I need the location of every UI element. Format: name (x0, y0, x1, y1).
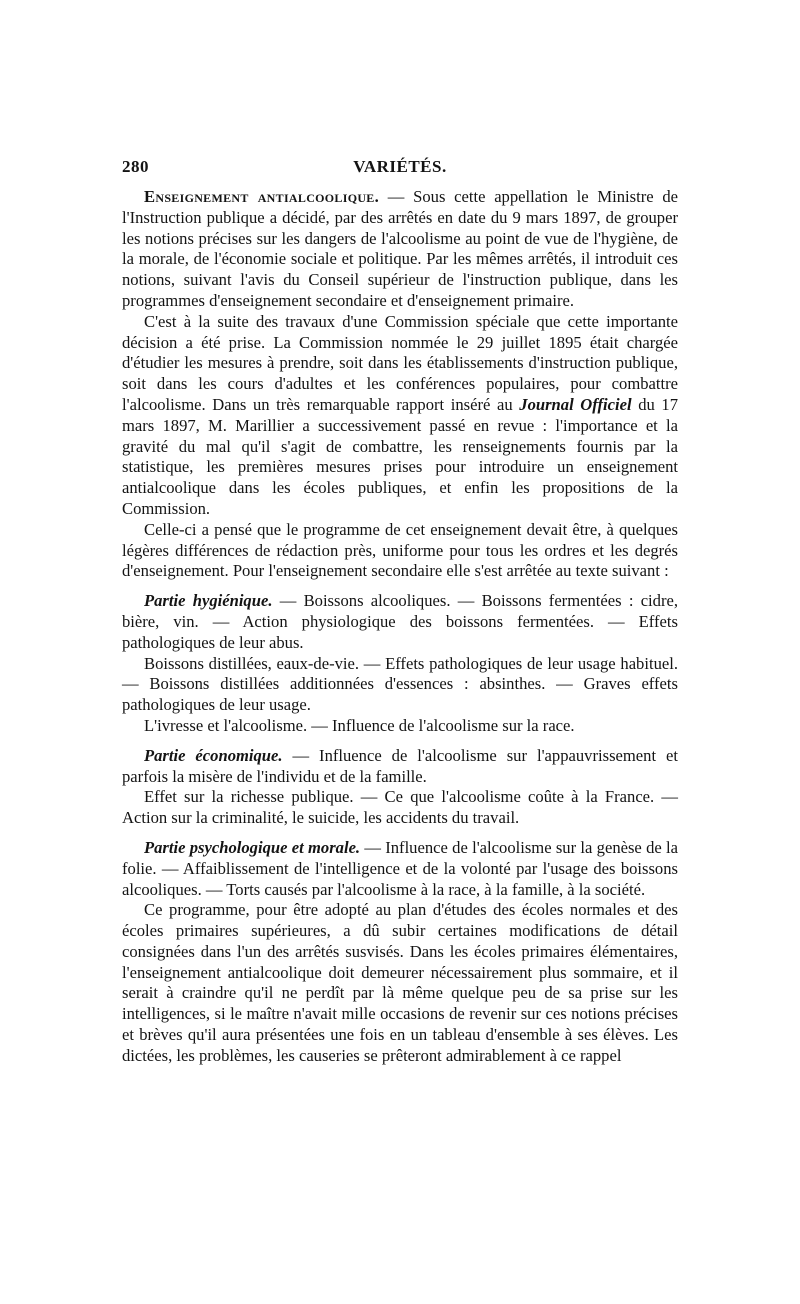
running-title: VARIÉTÉS. (353, 157, 447, 176)
section-heading: Partie économique. (144, 745, 283, 765)
section-heading: Partie psychologique et morale. (144, 837, 361, 857)
paragraph-programme-intro: Celle-ci a pensé que le programme de cet enseignement devait être, à quelques légères différences de rédaction près, uniforme pour tous les ordres et les degrés d'enseignement. Pour l'enseignement secondaire elle s'est arrêtée au texte suivant : (122, 519, 678, 581)
paragraph-text: C'est à la suite des travaux d'une Commission spéciale que cette importante décision a été prise. La Commission nommée le 29 juillet 1895 était chargée d'étudier les mesures à prendre, soit dans les établissements d'instruction publique, soit dans les cours d'adultes et les conférences populaires, pour combattre l'alcoolisme. Dans un très remarquable rapport inséré au (122, 311, 678, 414)
paragraph-commission (122, 312, 678, 520)
paragraph-text: du 17 mars 1897, M. Marillier a successivement passé en revue : l'importance et la gravité du mal qu'il s'agit de combattre, les renseignements fournis par la statistique, les premières mesures prises pour introduire un enseignement antialcoolique dans les écoles publiques, et enfin les propositions de la Commission. (122, 394, 678, 518)
paragraph-partie-psychologique (122, 838, 678, 900)
paragraph-richesse-publique: Effet sur la richesse publique. — Ce que l'alcoolisme coûte à la France. — Action sur la criminalité, le suicide, les accidents du travail. (122, 787, 678, 828)
paragraph-text: — Influence de l'alcoolisme sur l'appauvrissement et parfois la misère de l'individu et de la famille. (122, 745, 679, 786)
paragraph-text: — Sous cette appellation le Ministre de l'Instruction publique a décidé, par des arrêtés en date du 9 mars 1897, de grouper les notions précises sur les dangers de l'alcoolisme au point de vue de l'hygiène, de la morale, de l'économie sociale et politique. Par les mêmes arrêtés, il introduit ces notions, suivant l'avis du Conseil supérieur de l'instruction publique, dans les programmes d'enseignement secondaire et d'enseignement primaire. (122, 187, 678, 310)
body-text (122, 187, 678, 1067)
paragraph-enseignement (122, 187, 678, 312)
paragraph-ce-programme: Ce programme, pour être adopté au plan d'études des écoles normales et des écoles primaires supérieures, a dû subir certaines modifications de détail consignées dans l'un des arrêtés susvisés. Dans les écoles primaires élémentaires, l'enseignement antialcoolique doit demeurer nécessairement plus sommaire, et il serait à craindre qu'il ne perdît par là même quelque peu de sa prise sur les intelligences, si le maître n'avait mille occasions de revenir sur ces notions précises et brèves qu'il aura présentées une fois en un tableau d'ensemble à ses élèves. Les dictées, les problèmes, les causeries se prêteront admirablement à ce rappel (122, 900, 678, 1065)
paragraph-boissons-distillees: Boissons distillées, eaux-de-vie. — Effets pathologiques de leur usage habituel. — Boissons distillées additionnées d'essences : absinthes. — Graves effets pathologiques de leur usage. (122, 653, 678, 715)
page-header (122, 157, 678, 181)
section-lead: Enseignement antialcoolique. (144, 187, 380, 206)
paragraph-partie-hygienique (122, 591, 678, 653)
paragraph-ivresse: L'ivresse et l'alcoolisme. — Influence de l'alcoolisme sur la race. (144, 715, 575, 735)
journal-title: Journal Officiel (519, 394, 632, 414)
section-heading: Partie hygiénique. (144, 591, 273, 611)
page-number: 280 (122, 157, 149, 176)
paragraph-text: — Influence de l'alcoolisme sur la genèse de la folie. — Affaiblissement de l'intelligence et de la volonté par l'usage des boissons alcooliques. — Torts causés par l'alcoolisme à la race, à la famille, à la société. (122, 837, 678, 899)
paragraph-partie-economique (122, 746, 678, 788)
paragraph-text: — Boissons alcooliques. — Boissons fermentées : cidre, bière, vin. — Action physiologique des boissons fermentées. — Effets pathologiques de leur abus. (122, 591, 679, 652)
